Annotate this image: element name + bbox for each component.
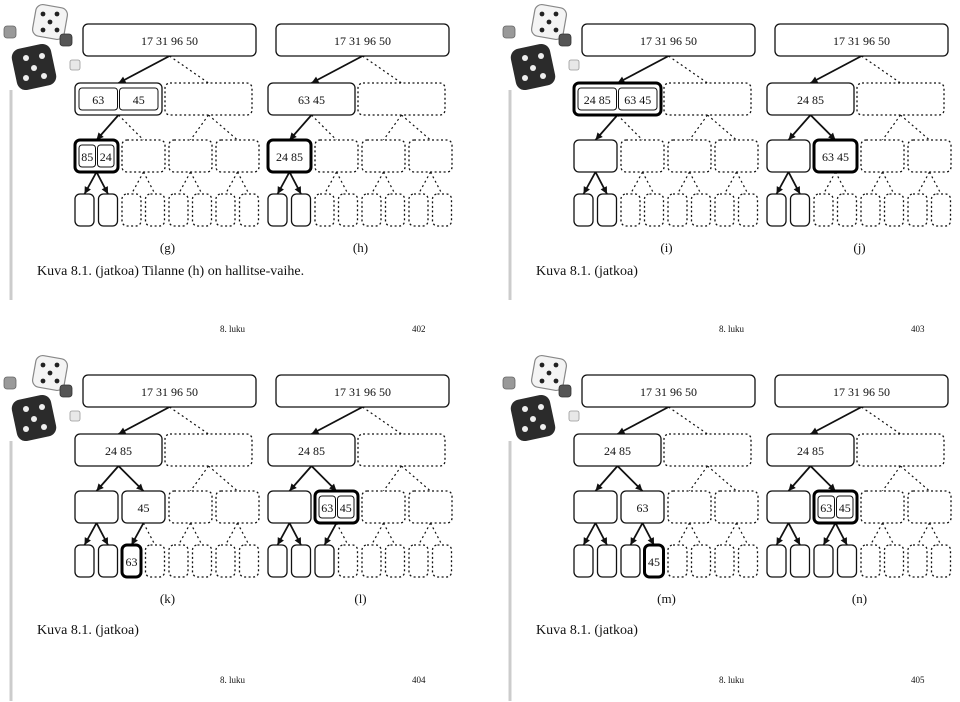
array-node	[932, 194, 951, 226]
slide-402	[0, 0, 480, 351]
dice-logo	[503, 354, 579, 442]
node-values: 63 45	[822, 150, 849, 164]
tree-edge	[191, 523, 203, 545]
node-values: 17 31 96 50	[141, 385, 198, 399]
array-node	[908, 491, 951, 523]
tree-edge	[737, 523, 749, 545]
tree-edge	[238, 172, 250, 194]
chapter-label: 8. luku	[220, 675, 246, 685]
die-pip	[55, 12, 60, 17]
array-node	[409, 545, 428, 577]
tree-edge	[725, 172, 737, 194]
tree-edge	[419, 172, 431, 194]
tree-edge	[384, 115, 402, 140]
panel-label: (j)	[853, 240, 866, 255]
die-pip	[522, 426, 528, 432]
array-node	[838, 194, 857, 226]
array-node	[692, 194, 711, 226]
array-node	[574, 491, 617, 523]
array-node	[857, 434, 944, 466]
array-node	[838, 545, 857, 577]
array-node	[574, 545, 593, 577]
array-node	[814, 194, 833, 226]
small-die-icon	[70, 411, 80, 421]
tree-edge	[384, 523, 396, 545]
array-node	[216, 140, 259, 172]
node-values: 24 85	[797, 93, 824, 107]
die-pip	[554, 379, 559, 384]
tree-edge	[402, 466, 431, 491]
tree-edge	[337, 172, 349, 194]
small-die-icon	[4, 377, 16, 389]
tree-edge	[384, 466, 402, 491]
die-pip	[554, 363, 559, 368]
node-values: 63	[820, 501, 833, 515]
node-values: 63	[321, 501, 334, 515]
tree-edge	[901, 115, 930, 140]
die-pip	[23, 406, 29, 412]
tree-panel	[574, 375, 758, 606]
array-node	[216, 545, 235, 577]
array-node	[146, 545, 165, 577]
page-number: 404	[412, 675, 426, 685]
array-node	[386, 194, 405, 226]
array-node	[715, 194, 734, 226]
tree-edge-arrow	[811, 56, 862, 83]
die-pip	[55, 379, 60, 384]
array-node	[75, 491, 118, 523]
array-node	[362, 545, 381, 577]
array-node	[315, 194, 334, 226]
tree-edge	[209, 115, 238, 140]
array-node	[315, 545, 334, 577]
tree-edge	[901, 466, 930, 491]
array-node	[216, 194, 235, 226]
array-node	[216, 491, 259, 523]
die-pip	[23, 75, 29, 81]
die-pip	[530, 65, 536, 71]
array-node	[75, 545, 94, 577]
page-number: 403	[911, 324, 925, 334]
array-node	[908, 194, 927, 226]
tree-edge	[325, 172, 337, 194]
die-pip	[23, 426, 29, 432]
small-die-icon	[569, 411, 579, 421]
array-node	[791, 194, 810, 226]
tree-edge	[836, 172, 848, 194]
page-number: 405	[911, 675, 925, 685]
array-node	[814, 545, 833, 577]
die-pip	[540, 424, 546, 430]
tree-panel	[767, 24, 951, 255]
figure-caption: Kuva 8.1. (jatkoa) Tilanne (h) on hallitse-vaihe.	[37, 264, 305, 279]
array-node	[791, 545, 810, 577]
tree-panel	[75, 375, 259, 606]
array-node	[574, 194, 593, 226]
node-values: 63	[636, 501, 649, 515]
tree-edge	[643, 172, 655, 194]
die-pip	[522, 406, 528, 412]
die-pip	[41, 73, 47, 79]
node-values: 63 45	[298, 93, 325, 107]
merge-sort-diagram	[0, 351, 480, 702]
tree-edge	[419, 523, 431, 545]
die-pip	[39, 53, 45, 59]
tree-edge	[669, 407, 708, 434]
node-values: 63	[92, 93, 105, 107]
die-pip	[23, 55, 29, 61]
node-values: 24 85	[604, 444, 631, 458]
array-node	[358, 83, 445, 115]
node-values: 45	[339, 501, 352, 515]
die-pip	[538, 404, 544, 410]
node-values: 24 85	[105, 444, 132, 458]
array-node	[292, 194, 311, 226]
die-pip	[41, 379, 46, 384]
array-node	[739, 545, 758, 577]
array-node	[668, 491, 711, 523]
tree-edge	[930, 172, 942, 194]
array-node	[315, 140, 358, 172]
die-pip	[547, 20, 552, 25]
die-pip	[39, 404, 45, 410]
array-node	[885, 194, 904, 226]
panel-label: (n)	[851, 591, 868, 606]
array-node	[165, 434, 252, 466]
tree-edge	[690, 115, 708, 140]
node-values: 63 45	[624, 93, 652, 107]
tree-edge	[179, 523, 191, 545]
die-pip	[554, 12, 559, 17]
tree-edge	[883, 172, 895, 194]
die-pip	[547, 371, 552, 376]
array-node	[621, 140, 664, 172]
tree-edge	[144, 523, 156, 545]
tree-edge	[708, 466, 737, 491]
array-node	[715, 491, 758, 523]
tree-edge	[363, 56, 402, 83]
tree-edge	[690, 523, 702, 545]
tree-edge	[918, 523, 930, 545]
array-node	[268, 545, 287, 577]
panel-label: (m)	[657, 591, 676, 606]
array-node	[664, 83, 751, 115]
array-node	[668, 140, 711, 172]
tree-edge	[678, 523, 690, 545]
dice-logo	[4, 3, 80, 91]
array-node	[146, 194, 165, 226]
array-node	[339, 194, 358, 226]
merge-sort-diagram	[499, 0, 960, 351]
tree-edge-arrow	[312, 407, 363, 434]
tree-edge	[191, 466, 209, 491]
array-node	[857, 83, 944, 115]
tree-edge-arrow	[618, 407, 669, 434]
node-values: 24 85	[797, 444, 824, 458]
tree-edge-arrow	[312, 56, 363, 83]
merge-sort-diagram	[0, 0, 480, 351]
tree-edge	[119, 115, 144, 140]
tree-edge	[191, 115, 209, 140]
tree-edge	[631, 172, 643, 194]
array-node	[715, 545, 734, 577]
array-node	[122, 140, 165, 172]
node-values: 17 31 96 50	[640, 34, 697, 48]
array-node	[908, 545, 927, 577]
tree-edge	[431, 523, 443, 545]
tree-panel	[574, 24, 758, 255]
array-node	[409, 194, 428, 226]
tree-edge-arrow	[618, 56, 669, 83]
array-node	[169, 491, 212, 523]
array-node	[908, 140, 951, 172]
array-node	[668, 194, 687, 226]
node-values: 17 31 96 50	[833, 385, 890, 399]
die-pip	[41, 12, 46, 17]
tree-edge	[170, 407, 209, 434]
chapter-label: 8. luku	[719, 675, 745, 685]
panel-label: (g)	[159, 240, 176, 255]
small-die-icon	[503, 377, 515, 389]
panel-label: (l)	[354, 591, 367, 606]
tree-edge	[862, 56, 901, 83]
node-values: 45	[648, 555, 660, 569]
tree-edge	[737, 172, 749, 194]
array-node	[739, 194, 758, 226]
small-die-icon	[559, 385, 571, 397]
tree-edge	[871, 523, 883, 545]
array-node	[574, 140, 617, 172]
merge-sort-diagram	[499, 351, 960, 702]
tree-edge	[431, 172, 443, 194]
tree-edge	[930, 523, 942, 545]
tree-edge	[226, 523, 238, 545]
array-node	[767, 491, 810, 523]
slide-403	[499, 0, 960, 351]
array-node	[75, 194, 94, 226]
die-pip	[55, 363, 60, 368]
tree-edge	[226, 172, 238, 194]
figure-caption: Kuva 8.1. (jatkoa)	[37, 623, 139, 638]
tree-edge	[678, 172, 690, 194]
tree-edge-arrow	[119, 407, 170, 434]
tree-edge	[725, 523, 737, 545]
tree-edge	[384, 172, 396, 194]
tree-edge	[372, 523, 384, 545]
tree-edge	[363, 407, 402, 434]
tree-panel	[268, 375, 452, 606]
dice-logo	[4, 354, 80, 442]
tree-panel	[268, 24, 452, 255]
node-values: 17 31 96 50	[640, 385, 697, 399]
array-node	[169, 545, 188, 577]
array-node	[99, 545, 118, 577]
figure-caption: Kuva 8.1. (jatkoa)	[536, 264, 638, 279]
die-pip	[31, 416, 37, 422]
array-node	[169, 140, 212, 172]
tree-edge	[824, 172, 836, 194]
small-die-icon	[60, 385, 72, 397]
slide-405	[499, 351, 960, 702]
tree-edge	[862, 407, 901, 434]
die-pip	[31, 65, 37, 71]
node-values: 45	[838, 501, 851, 515]
array-node	[193, 194, 212, 226]
array-node	[358, 434, 445, 466]
die-pip	[55, 28, 60, 33]
die-pip	[554, 28, 559, 33]
array-node	[598, 545, 617, 577]
array-node	[767, 545, 786, 577]
node-values: 24 85	[276, 150, 303, 164]
array-node	[362, 140, 405, 172]
tree-edge	[372, 172, 384, 194]
array-node	[715, 140, 758, 172]
tree-edge	[209, 466, 238, 491]
tree-edge	[883, 115, 901, 140]
array-node	[99, 194, 118, 226]
array-node	[664, 434, 751, 466]
node-values: 45	[132, 93, 145, 107]
node-values: 45	[137, 501, 150, 515]
die-pip	[48, 371, 53, 376]
tree-edge	[918, 172, 930, 194]
array-node	[240, 194, 259, 226]
chapter-label: 8. luku	[220, 324, 246, 334]
panel-label: (h)	[352, 240, 369, 255]
array-node	[292, 545, 311, 577]
array-node	[409, 140, 452, 172]
node-values: 63	[125, 555, 138, 569]
node-values: 24	[99, 150, 112, 164]
node-values: 17 31 96 50	[141, 34, 198, 48]
small-die-icon	[559, 34, 571, 46]
array-node	[861, 545, 880, 577]
node-values: 24 85	[298, 444, 325, 458]
tree-edge	[144, 172, 156, 194]
array-node	[386, 545, 405, 577]
die-pip	[540, 73, 546, 79]
tree-panel	[767, 375, 951, 606]
figure-caption: Kuva 8.1. (jatkoa)	[536, 623, 638, 638]
node-values: 17 31 96 50	[334, 385, 391, 399]
tree-panel	[75, 24, 259, 255]
tree-edge	[238, 523, 250, 545]
tree-edge	[337, 523, 349, 545]
array-node	[268, 194, 287, 226]
array-node	[692, 545, 711, 577]
tree-edge	[179, 172, 191, 194]
tree-edge	[690, 172, 702, 194]
page-number: 402	[412, 324, 426, 334]
array-node	[240, 545, 259, 577]
die-pip	[41, 363, 46, 368]
small-die-icon	[569, 60, 579, 70]
die-pip	[540, 28, 545, 33]
panel-label: (i)	[660, 240, 673, 255]
array-node	[885, 545, 904, 577]
dice-logo	[503, 3, 579, 91]
node-values: 24 85	[583, 93, 611, 107]
small-die-icon	[60, 34, 72, 46]
array-node	[362, 194, 381, 226]
tree-edge	[132, 172, 144, 194]
node-values: 17 31 96 50	[334, 34, 391, 48]
tree-edge	[871, 172, 883, 194]
chapter-label: 8. luku	[719, 324, 745, 334]
tree-edge-arrow	[119, 56, 170, 83]
die-pip	[48, 20, 53, 25]
slide-404	[0, 351, 480, 702]
die-pip	[538, 53, 544, 59]
array-node	[165, 83, 252, 115]
array-node	[767, 194, 786, 226]
array-node	[767, 140, 810, 172]
array-node	[339, 545, 358, 577]
array-node	[645, 194, 664, 226]
array-node	[861, 140, 904, 172]
small-die-icon	[503, 26, 515, 38]
tree-edge-arrow	[811, 407, 862, 434]
array-node	[861, 491, 904, 523]
array-node	[621, 545, 640, 577]
array-node	[409, 491, 452, 523]
tree-edge	[191, 172, 203, 194]
tree-edge	[402, 115, 431, 140]
array-node	[122, 194, 141, 226]
die-pip	[540, 379, 545, 384]
node-values: 85	[81, 150, 94, 164]
die-pip	[540, 363, 545, 368]
array-node	[268, 491, 311, 523]
array-node	[433, 545, 452, 577]
panel-label: (k)	[159, 591, 176, 606]
array-node	[861, 194, 880, 226]
die-pip	[522, 75, 528, 81]
small-die-icon	[4, 26, 16, 38]
die-pip	[41, 28, 46, 33]
tree-edge	[708, 115, 737, 140]
tree-edge	[690, 466, 708, 491]
tree-edge	[669, 56, 708, 83]
array-node	[193, 545, 212, 577]
array-node	[621, 194, 640, 226]
die-pip	[41, 424, 47, 430]
tree-edge	[312, 115, 337, 140]
tree-edge	[618, 115, 643, 140]
die-pip	[530, 416, 536, 422]
die-pip	[540, 12, 545, 17]
tree-edge	[883, 523, 895, 545]
array-node	[932, 545, 951, 577]
tree-edge	[170, 56, 209, 83]
tree-edge	[883, 466, 901, 491]
array-node	[433, 194, 452, 226]
array-node	[169, 194, 188, 226]
array-node	[598, 194, 617, 226]
node-values: 17 31 96 50	[833, 34, 890, 48]
small-die-icon	[70, 60, 80, 70]
array-node	[362, 491, 405, 523]
array-node	[668, 545, 687, 577]
die-pip	[522, 55, 528, 61]
